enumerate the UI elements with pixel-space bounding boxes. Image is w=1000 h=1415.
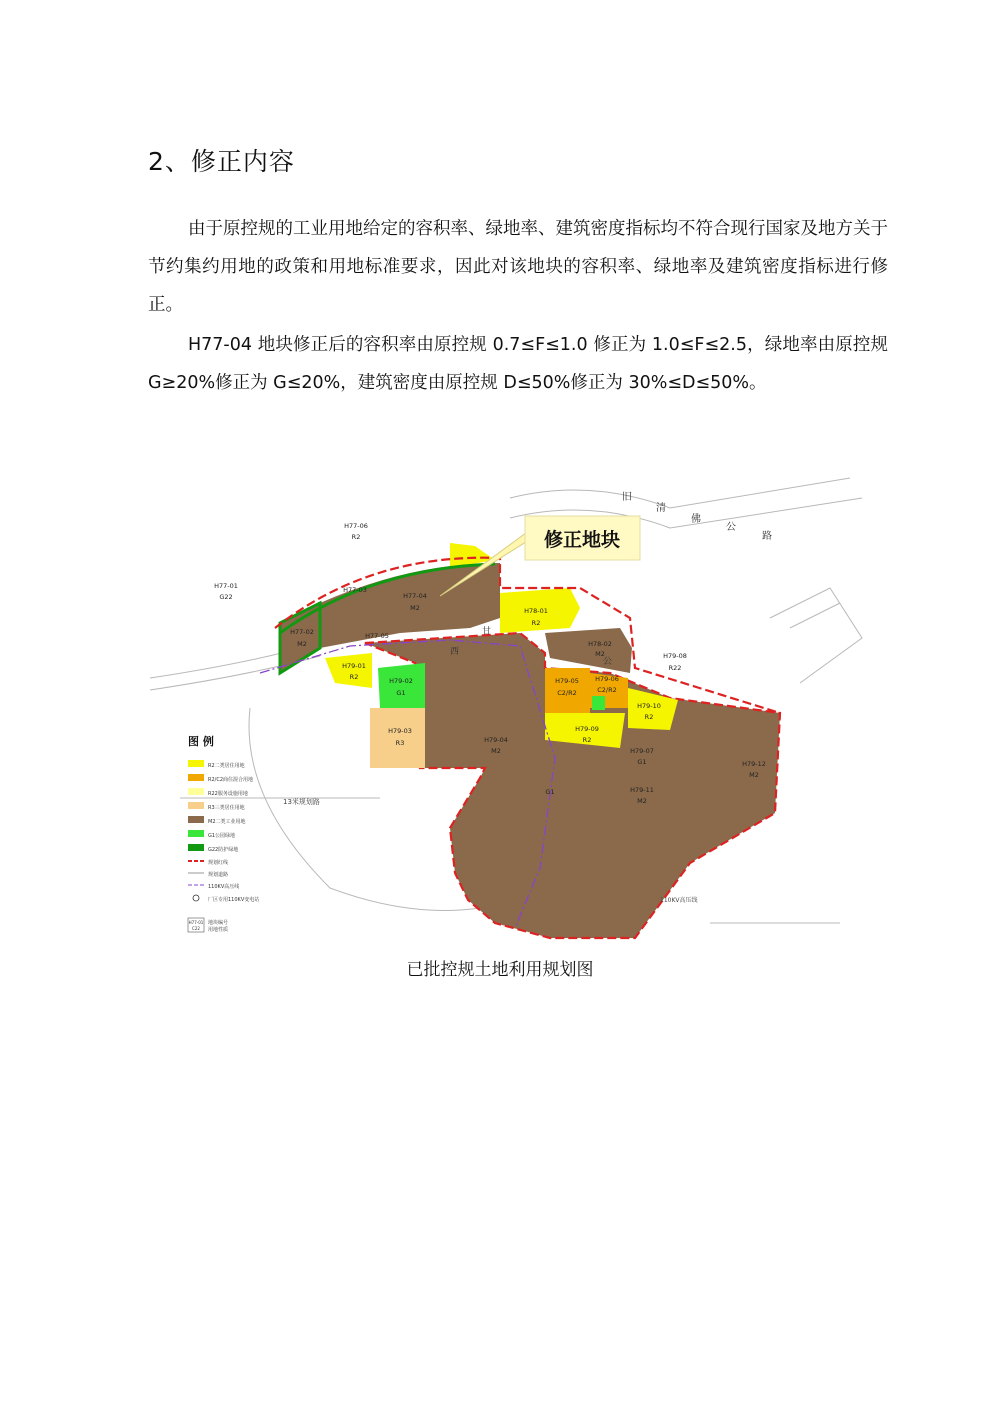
svg-text:H79-01: H79-01 xyxy=(342,662,366,670)
section-heading: 2、修正内容 xyxy=(148,147,295,176)
legend-swatch-r3 xyxy=(188,802,204,809)
svg-text:G1: G1 xyxy=(637,758,647,766)
svg-text:R2二类居住用地: R2二类居住用地 xyxy=(208,763,245,769)
svg-text:H79-05: H79-05 xyxy=(555,677,579,685)
svg-text:西: 西 xyxy=(450,647,460,657)
figure-caption: 已批控规土地利用规划图 xyxy=(406,960,594,980)
legend-swatch-r2 xyxy=(188,760,204,767)
parcel-h79-02-area xyxy=(378,663,425,708)
svg-text:厂区专用110KV变电站: 厂区专用110KV变电站 xyxy=(208,897,260,903)
legend-swatch-g22 xyxy=(188,844,204,851)
svg-text:R2: R2 xyxy=(351,533,361,541)
legend-swatch-r2c2 xyxy=(188,774,204,781)
svg-text:M2: M2 xyxy=(595,650,605,658)
svg-text:公: 公 xyxy=(603,657,613,667)
svg-text:M2: M2 xyxy=(749,771,759,779)
svg-text:G22防护绿地: G22防护绿地 xyxy=(208,847,239,853)
svg-text:R2: R2 xyxy=(349,673,359,681)
svg-text:110KV高压线: 110KV高压线 xyxy=(208,884,240,890)
svg-text:公: 公 xyxy=(726,522,736,533)
svg-text:H77-01: H77-01 xyxy=(214,582,238,590)
svg-text:H79-08: H79-08 xyxy=(663,652,687,660)
svg-text:用地性质: 用地性质 xyxy=(208,927,229,933)
svg-text:C2/R2: C2/R2 xyxy=(597,686,617,694)
svg-text:H78-02: H78-02 xyxy=(588,640,612,648)
legend-swatch-r22 xyxy=(188,788,204,795)
svg-text:R22服务设施用地: R22服务设施用地 xyxy=(208,791,248,797)
svg-text:C2/R2: C2/R2 xyxy=(557,689,577,697)
svg-text:旧: 旧 xyxy=(622,492,632,503)
svg-text:地块编号: 地块编号 xyxy=(208,920,229,926)
svg-text:清: 清 xyxy=(656,503,666,514)
svg-text:H79-04: H79-04 xyxy=(484,736,508,744)
svg-text:R2/C2商住混合用地: R2/C2商住混合用地 xyxy=(208,777,254,783)
line-label-110kv: 110KV高压线 xyxy=(660,897,698,904)
svg-text:H79-11: H79-11 xyxy=(630,786,654,794)
svg-text:M2二类工业用地: M2二类工业用地 xyxy=(208,819,246,825)
svg-text:R3三类居住用地: R3三类居住用地 xyxy=(208,805,245,811)
svg-text:G1: G1 xyxy=(545,788,555,796)
legend-swatch-g1 xyxy=(188,830,204,837)
svg-text:G22: G22 xyxy=(219,593,233,601)
svg-text:H77-06: H77-06 xyxy=(344,522,368,530)
svg-text:H79-10: H79-10 xyxy=(637,702,661,710)
svg-text:R2: R2 xyxy=(531,619,541,627)
svg-text:R2: R2 xyxy=(644,713,654,721)
parcel-shapes xyxy=(280,543,780,938)
svg-text:H77-05: H77-05 xyxy=(365,632,389,640)
svg-text:H79-03: H79-03 xyxy=(388,727,412,735)
svg-text:M2: M2 xyxy=(410,604,420,612)
legend-title: 图 例 xyxy=(188,735,214,748)
svg-text:规划红线: 规划红线 xyxy=(208,860,229,866)
svg-text:H77-02: H77-02 xyxy=(290,628,314,636)
parcel-h78-02-area xyxy=(545,628,632,673)
svg-text:M2: M2 xyxy=(297,640,307,648)
paragraph-reason: 由于原控规的工业用地给定的容积率、绿地率、建筑密度指标均不符合现行国家及地方关于节约集约用地的政策和用地标准要求，因此对该地块的容积率、绿地率及建筑密度指标进行修正。 xyxy=(148,219,888,315)
parcel-h79-03-area xyxy=(370,708,425,768)
svg-text:规划道路: 规划道路 xyxy=(208,872,229,878)
svg-text:G1公园绿地: G1公园绿地 xyxy=(208,833,236,839)
paragraph-revision: H77-04 地块修正后的容积率由原控规 0.7≤F≤1.0 修正为 1.0≤F≤2.5，绿地率由原控规 G≥20%修正为 G≤20%，建筑密度由原控规 D≤50%修正为 30%≤D≤50%。 xyxy=(148,335,888,393)
callout-text: 修正地块 xyxy=(543,529,621,551)
parcel-h77-02-area xyxy=(280,603,320,673)
svg-text:H79-02: H79-02 xyxy=(389,677,413,685)
road-label-13m: 13米规划路 xyxy=(283,798,320,806)
svg-text:路: 路 xyxy=(762,531,772,542)
svg-text:R22: R22 xyxy=(668,664,682,672)
svg-text:H78-01: H78-01 xyxy=(524,607,548,615)
svg-text:H77-03: H77-03 xyxy=(343,586,367,594)
svg-text:M2: M2 xyxy=(637,797,647,805)
svg-text:M2: M2 xyxy=(491,747,501,755)
svg-text:C22: C22 xyxy=(192,926,200,931)
parcel-g1-small-area xyxy=(592,696,605,710)
svg-text:H79-07: H79-07 xyxy=(630,747,654,755)
svg-text:佛: 佛 xyxy=(691,514,701,525)
legend-swatch-substation xyxy=(193,895,199,901)
svg-text:H79-09: H79-09 xyxy=(575,725,599,733)
svg-text:H79-12: H79-12 xyxy=(742,760,766,768)
svg-text:H77-04: H77-04 xyxy=(403,592,427,600)
land-use-plan-map xyxy=(150,468,875,953)
svg-text:R2: R2 xyxy=(582,736,592,744)
svg-text:R3: R3 xyxy=(395,739,405,747)
svg-text:H77-01: H77-01 xyxy=(188,920,204,925)
parcel-h79-01-area xyxy=(325,653,372,688)
svg-text:H79-06: H79-06 xyxy=(595,675,619,683)
legend xyxy=(188,734,259,933)
legend-swatch-m2 xyxy=(188,816,204,823)
svg-text:甘: 甘 xyxy=(482,627,492,637)
svg-text:G1: G1 xyxy=(396,689,406,697)
